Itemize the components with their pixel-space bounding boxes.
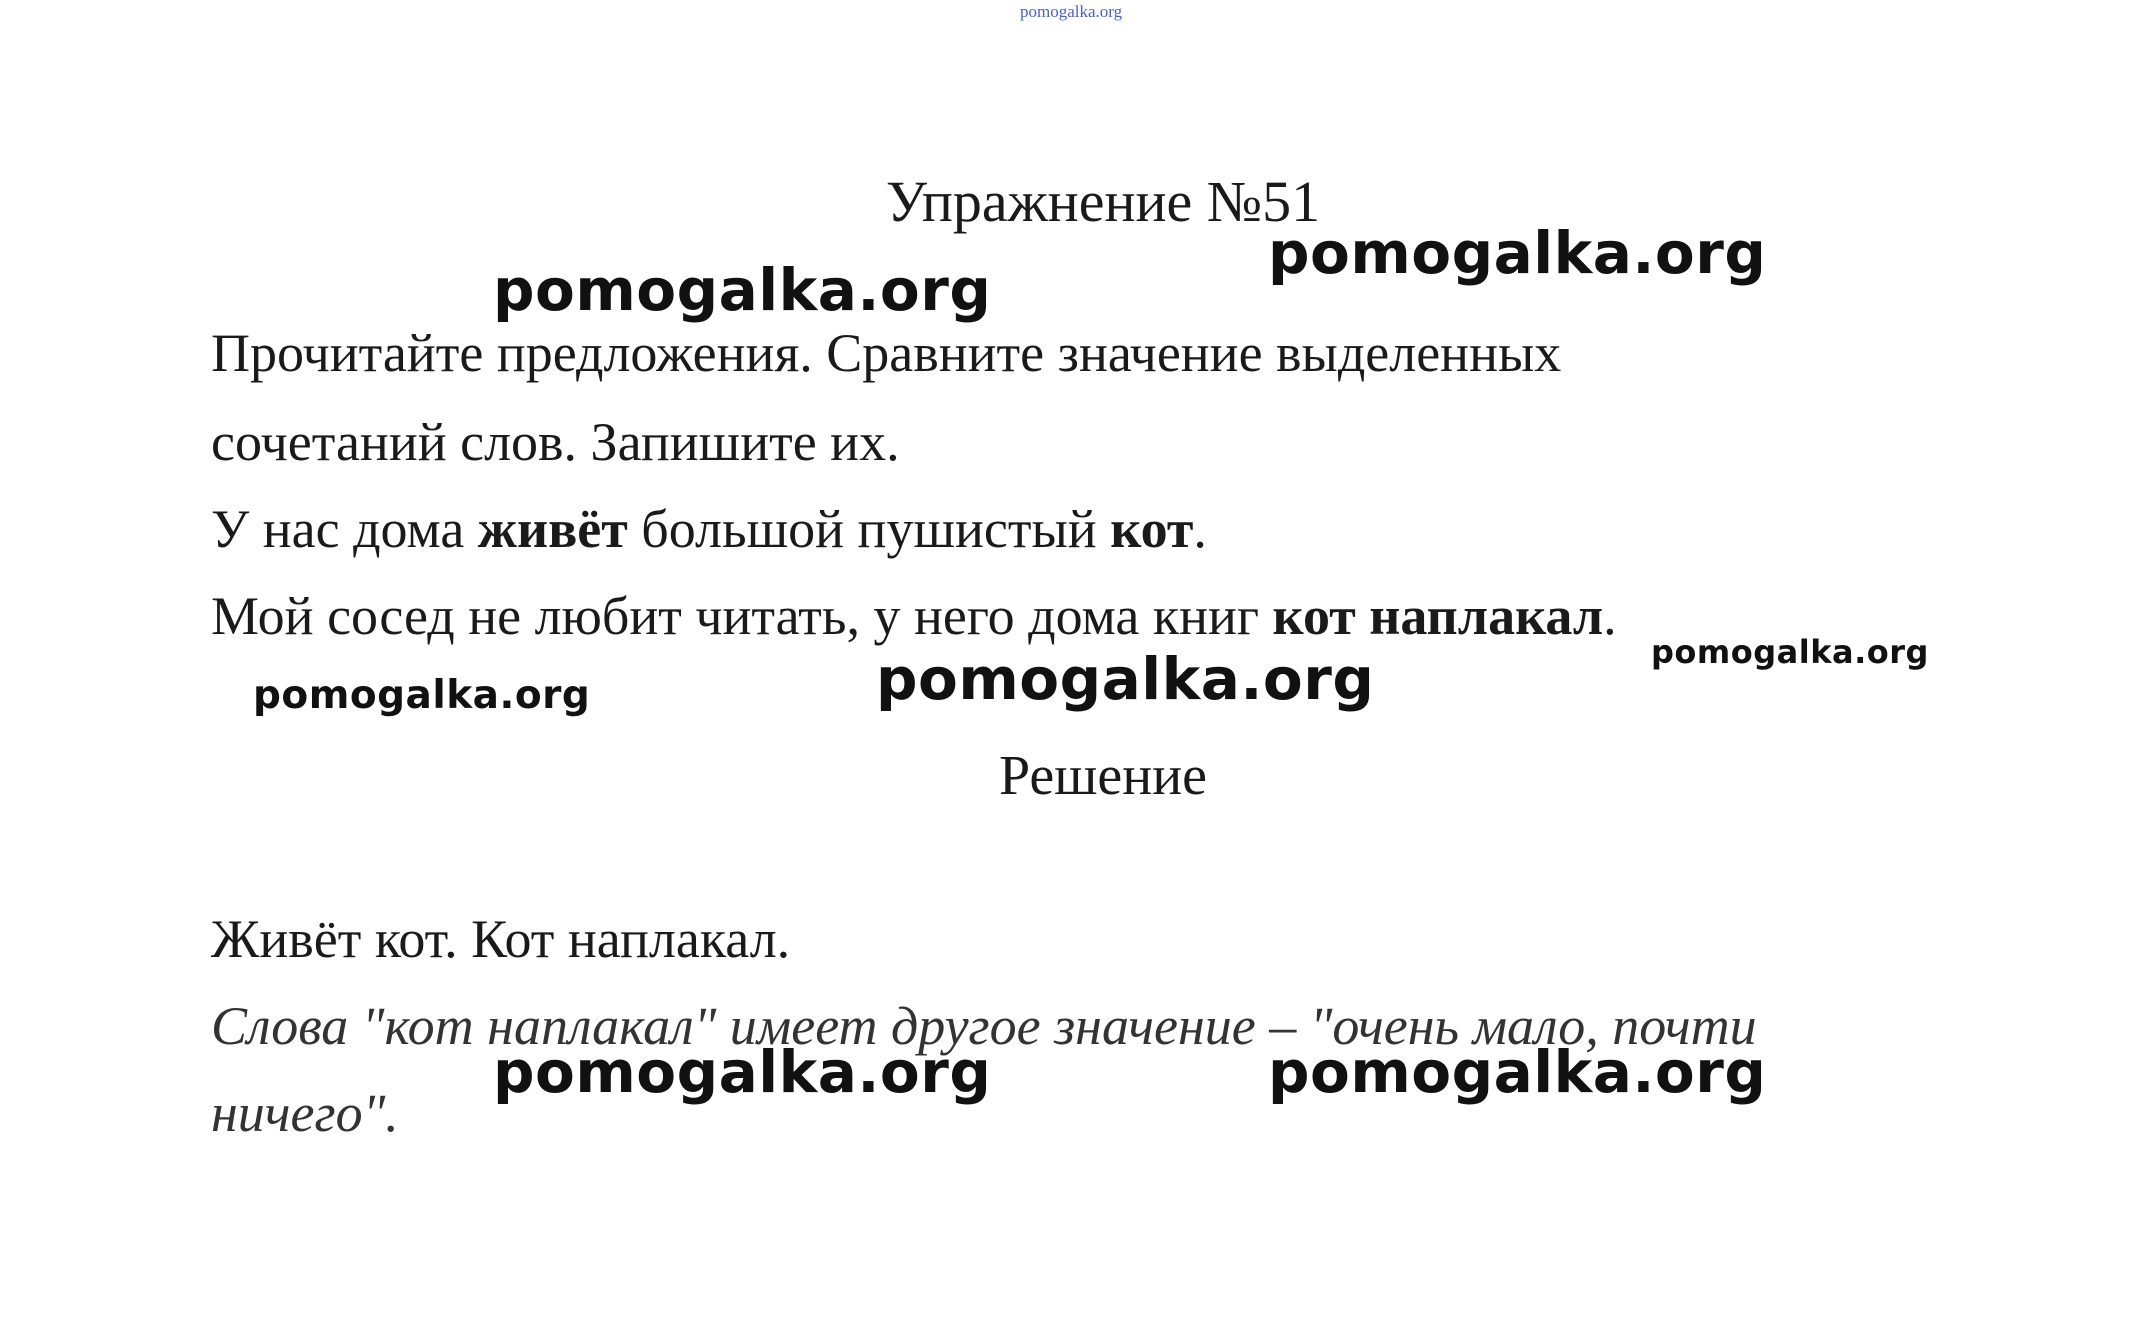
sentence-1-text-c: . [1193,499,1207,559]
sentence-1 [211,498,1207,560]
watermark: pomogalka.org [1268,219,1767,287]
header-link[interactable]: pomogalka.org [1020,2,1123,21]
watermark: pomogalka.org [1268,1038,1767,1106]
watermark: pomogalka.org [493,256,992,324]
exercise-title: Упражнение №51 [885,169,1321,234]
sentence-1-bold-a: живёт [477,499,628,559]
answer-explanation-line-2: ничего". [211,1083,399,1143]
sentence-1-bold-b: кот [1110,499,1194,559]
watermark: pomogalka.org [1651,633,1929,671]
watermark: pomogalka.org [253,673,591,718]
sentence-2-bold: кот наплакал [1272,586,1604,646]
answer-line: Живёт кот. Кот наплакал. [211,909,791,969]
sentence-1-text-b: большой пушистый [627,499,1111,559]
answer-explanation-line-1: Слова "кот наплакал" имеет другое значение – "очень мало, почти [211,996,1757,1056]
sentence-2-text-a: Мой сосед не любит читать, у него дома книг [211,586,1273,646]
solution-heading: Решение [998,745,1208,807]
task-line-2: сочетаний слов. Запишите их. [211,412,900,472]
sentence-2-text-b: . [1603,586,1617,646]
task-line-1: Прочитайте предложения. Сравните значение выделенных [211,323,1562,383]
watermark: pomogalka.org [493,1038,992,1106]
watermark: pomogalka.org [876,645,1375,713]
sentence-2 [211,585,1617,647]
sentence-1-text-a: У нас дома [211,499,478,559]
